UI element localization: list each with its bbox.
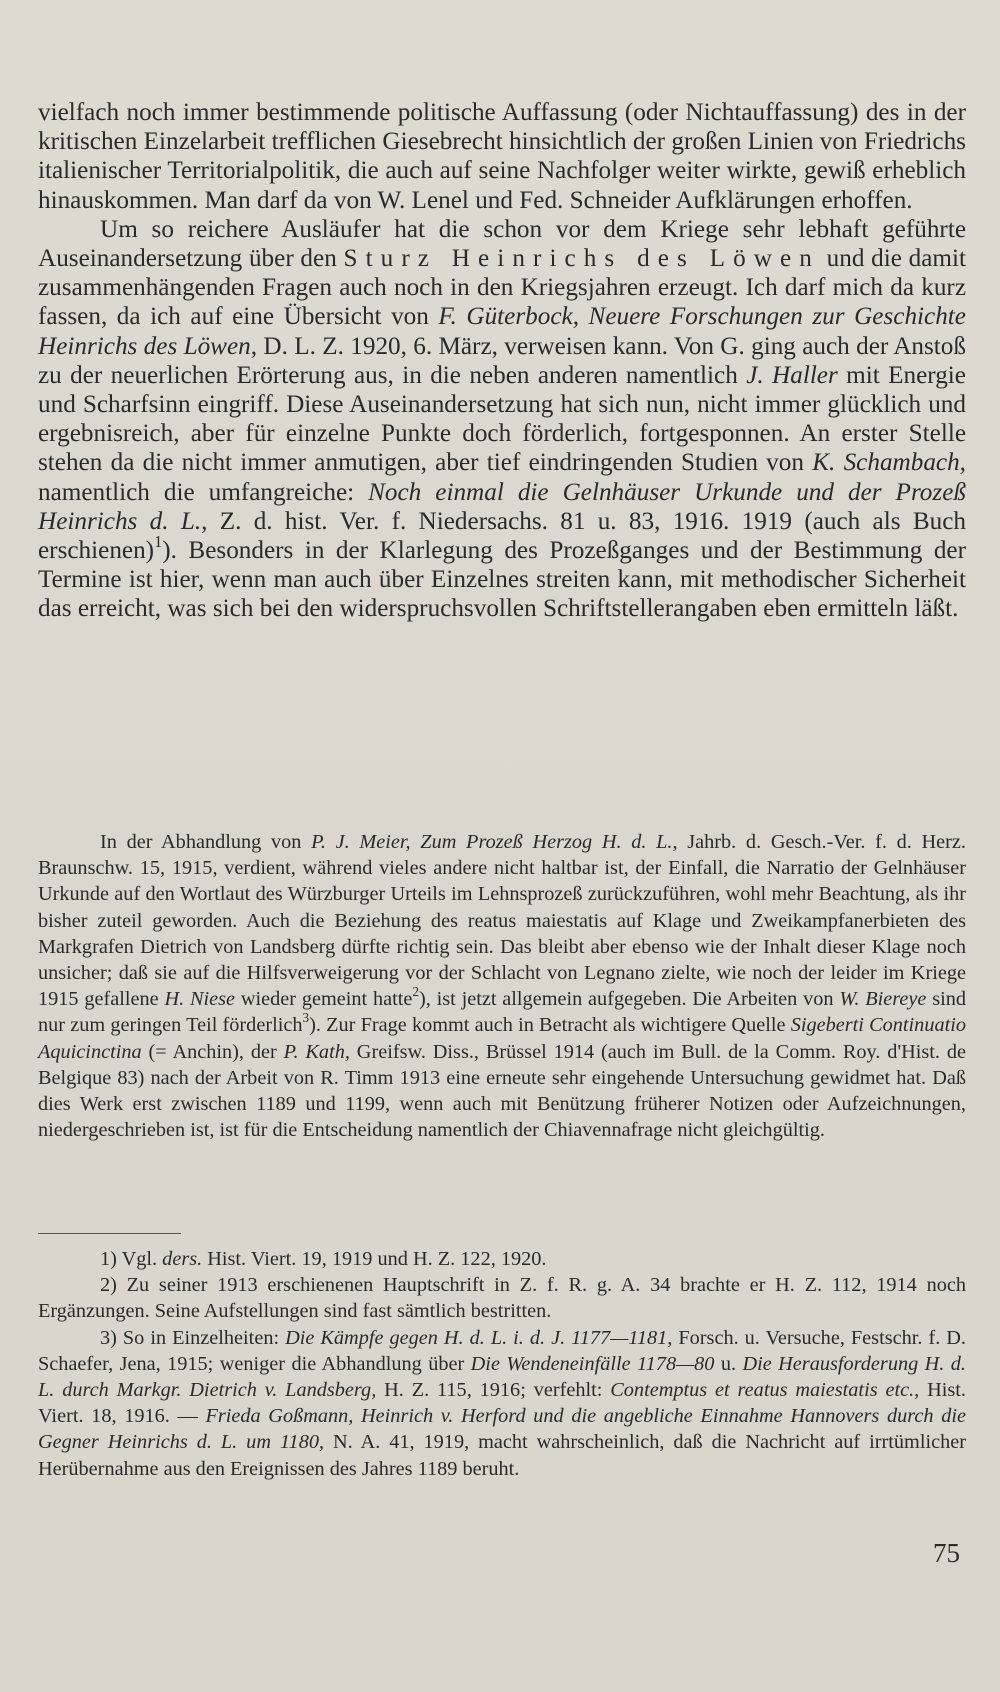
text-run: Jahrb. d. Gesch.-Ver. f. d. Herz. Braunschw. 15, 1915, verdient, während vieles andere nicht haltbar ist, der Einfall, die Narratio der Gelnhäuser Urkunde auf den Wortlaut des Würzburger Urteils im Lehnsprozeß zurückzuführen, wohl mehr Beachtung, als ihr bisher zuteil geworden. Auch die Beziehung des reatus maiestatis auf Klage und Zweikampfanerbieten des Markgrafen Dietrich von Landsberg dürfte richtig sein. Das bleibt aber ebenso wie der Inhalt dieser Klage noch unsicher; daß sie auf die Hilfsverweigerung vor der Schlacht von Legnano zielte, wie noch der leider im Kriege 1915 gefallene [38, 831, 966, 1011]
citation-italic: P. J. Meier, Zum Prozeß Herzog H. d. L., [311, 831, 678, 853]
text-run: mit Energie und Scharfsinn eingriff. Diese Auseinandersetzung hat sich nun, nicht immer glücklich und ergebnisreich, aber für einzelne Punkte doch förderlich, fortgesponnen. An erster Stelle stehen da die nicht immer anmutigen, aber tief eindringenden Studien von [38, 361, 966, 477]
small-print-section [38, 829, 966, 1143]
footnote-ref-number: 3 [302, 1010, 310, 1026]
footnote-ref-3 [303, 1010, 310, 1025]
footnote-ref-number: 1 [154, 532, 163, 552]
footnote-separator [38, 1233, 181, 1234]
text-run: , ist jetzt allgemein aufgegeben. Die Arbeiten von [425, 988, 840, 1011]
footnote-ref-2 [412, 984, 419, 999]
footnotes [38, 1246, 966, 1482]
text-run: In der Abhandlung von [100, 831, 312, 853]
author-italic: W. Biereye [839, 988, 927, 1011]
main-text [38, 98, 966, 624]
text-run: D. L. Z. 1920, 6. März, verweisen kann. Von G. ging auch der Anstoß zu der neuerlichen Erörterung aus, in die neben anderen namentlich [38, 332, 966, 389]
author-italic: P. Kath, [283, 1040, 350, 1063]
text-run: sind nur zum geringen Teil förderlich [38, 988, 967, 1037]
footnote-ref-paren: ) [309, 1014, 316, 1037]
text-run: N. A. 41, 1919, macht wahrscheinlich, daß die Nachricht auf irrtümlicher Herübernahme aus den Ereignissen des Jahres 1189 beruht. [38, 1431, 966, 1480]
citation-italic: Die Kämpfe gegen H. d. L. i. d. J. 1177—1181, [285, 1326, 673, 1349]
paragraph-2 [38, 215, 966, 624]
text-run: u. [714, 1352, 743, 1375]
citation-italic: F. Güterbock, Neuere Forschungen zur Geschichte Heinrichs des Löwen, [38, 303, 966, 360]
citation-italic: Die Herausforderung H. d. L. durch Markgr. Dietrich v. Landsberg, [38, 1352, 966, 1402]
text-run: wieder gemeint hatte [235, 988, 413, 1011]
page-number: 75 [933, 1538, 960, 1568]
footnote-number: 1) [100, 1248, 122, 1270]
author-italic: H. Niese [164, 988, 236, 1011]
footnote-number: 3) [100, 1326, 123, 1349]
citation-italic: Contemptus et reatus maiestatis etc., [610, 1379, 920, 1402]
text-run: . Besonders in der Klarlegung des Prozeßganges und der Bestimmung der Termine ist hier, wenn man auch über Einzelnes streiten kann, mit methodischer Sicherheit das erreicht, was sich bei den widerspruchsvollen Schriftstellerangaben eben ermitteln läßt. [38, 537, 966, 623]
text-run: H. Z. 115, 1916; verfehlt: [376, 1379, 611, 1402]
footnote-ref-paren: ) [418, 988, 426, 1011]
text-run: . Zur Frage kommt auch in Betracht als wichtigere Quelle [315, 1014, 791, 1037]
text-run: Um so reichere Ausläufer hat die schon vor dem Kriege sehr lebhaft geführte Auseinandersetzung über den [38, 215, 966, 273]
paragraph-3 [38, 829, 966, 1143]
footnote-ref-1 [154, 532, 162, 551]
paragraph-1 [38, 98, 966, 215]
spaced-emphasis: Sturz Heinrichs des Löwen [343, 245, 820, 273]
text-run: Forsch. u. Versuche, Festschr. f. D. Schaefer, Jena, 1915; weniger die Abhandlung über [38, 1326, 966, 1375]
footnote-ref-paren: ) [162, 537, 171, 565]
text-run: (= Anchin), der [141, 1040, 284, 1063]
footnote-2 [38, 1272, 966, 1324]
citation-italic: Frieda Goßmann, Heinrich v. Herford und die angebliche Einnahme Hannovers durch die Gegner Heinrichs d. L. um 1180, [38, 1405, 966, 1454]
text-run: und die damit zusammenhängenden Fragen auch noch in den Kriegsjahren erzeugt. Ich darf mich da kurz fassen, da ich auf eine Übersicht von [38, 245, 966, 331]
citation-italic: ders. [162, 1248, 203, 1270]
text-run: Greifsw. Diss., Brüssel 1914 (auch im Bull. de la Comm. Roy. d'Hist. de Belgique 83) nach der Arbeit von R. Timm 1913 eine erneute sehr eingehende Untersuchung gewidmet hat. Daß dies Werk erst zwischen 1189 und 1199, wenn auch mit Benützung früherer Notizen oder Aufzeichnungen, niedergeschrieben ist, ist für die Entscheidung namentlich der Chiavennafrage nicht gleichgültig. [38, 1040, 966, 1142]
footnote-1 [38, 1246, 966, 1272]
text-run: Hist. Viert. 18, 1916. — [38, 1379, 966, 1428]
footnote-3 [38, 1325, 966, 1482]
footnote-number: 2) [100, 1274, 127, 1297]
text-run: Z. d. hist. Ver. f. Niedersachs. 81 u. 83, 1916. 1919 (auch als Buch erschienen) [38, 507, 966, 565]
citation-italic: Noch einmal die Gelnhäuser Urkunde und der Prozeß Heinrichs d. L., [38, 478, 966, 535]
footnote-ref-number: 2 [412, 984, 419, 1000]
text-run: So in Einzelheiten: [122, 1326, 286, 1349]
text-run: Hist. Viert. 19, 1919 und H. Z. 122, 1920. [202, 1248, 547, 1270]
text-run: Vgl. [121, 1248, 163, 1270]
text-run: namentlich die umfangreiche: [38, 478, 369, 506]
text-run: vielfach noch immer bestimmende politische Auffassung (oder Nichtauffassung) des in der kritischen Einzelarbeit trefflichen Giesebrecht hinsichtlich der großen Linien von Friedrichs italienischer Territorialpolitik, die auch auf seine Nachfolger weiter wirkte, gewiß erheblich hinauskommen. Man darf da von W. Lenel und Fed. Schneider Aufklärungen erhoffen. [38, 99, 966, 214]
source-italic: Sigeberti Continuatio Aquicinctina [38, 1014, 967, 1063]
author-italic: K. Schambach, [812, 449, 966, 477]
text-run: Zu seiner 1913 erschienenen Hauptschrift in Z. f. R. g. A. 34 brachte er H. Z. 112, 1914 noch Ergänzungen. Seine Aufstellungen sind fast sämtlich bestritten. [38, 1274, 967, 1323]
author-italic: J. Haller [746, 361, 838, 389]
citation-italic: Die Wendeneinfälle 1178—80 [470, 1352, 715, 1375]
